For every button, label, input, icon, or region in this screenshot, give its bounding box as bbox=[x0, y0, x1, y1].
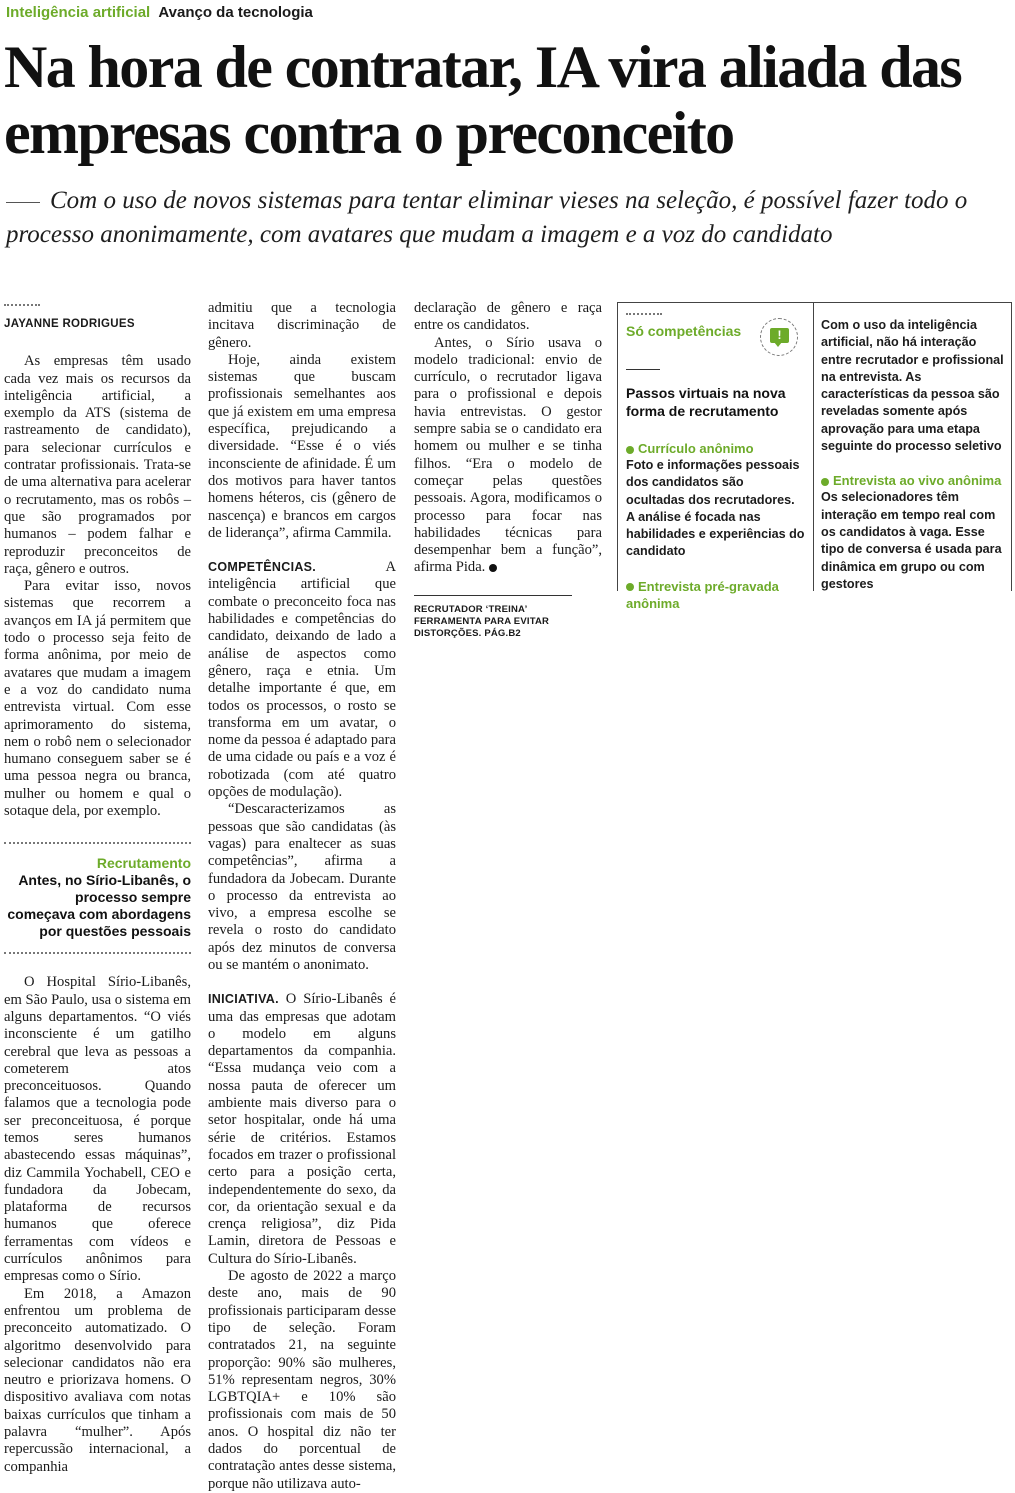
headline: Na hora de contratar, IA vira aliada das empresas contra o preconceito bbox=[4, 34, 962, 166]
paragraph: As empresas têm usado cada vez mais os recursos da inteligência artificial, a exemplo da ATS (sistema de rastreamento de candidato), para selecionar currículos e contratar profissionais. Trata-se de uma alternativa para acelerar o recrutamento, mas os robôs – que são programados por humanos – podem falhar e reproduzir preconceitos de raça, gênero e outros. bbox=[4, 353, 191, 577]
box-item-text: Com o uso da inteligência artificial, não há interação entre recrutador e profissional na entrevista. As características da pessoa são reveladas somente após aprovação para uma etapa seguinte do processo seletivo bbox=[821, 318, 1004, 454]
info-box-right bbox=[815, 303, 1011, 591]
section-kicker bbox=[6, 4, 313, 21]
paragraph-text: Antes, o Sírio usava o modelo tradicional: envio de currículo, o recrutador ligava para o profissional e depois havia entrevistas. O gestor sempre sabia se o candidato era homem ou mulher e se tinha filhos. “Era o modelo de começar pelas questões pessoais. Agora, modificamos o processo para focar nas habilidades técnicas para desempenhar bem a função”, afirma Pida. bbox=[414, 334, 602, 576]
paragraph: declaração de gênero e raça entre os candidatos. bbox=[414, 300, 602, 334]
info-box-left bbox=[618, 303, 814, 611]
bullet-icon bbox=[821, 478, 829, 486]
bullet-icon bbox=[626, 446, 634, 454]
section-lead: COMPETÊNCIAS. bbox=[208, 560, 317, 575]
paragraph: “Descaracterizamos as pessoas que são candidatas (às vagas) para enaltecer as suas competências”, afirma a fundadora da Jobecam. Durante o processo da entrevista ao vivo, a empresa escolhe se revela o rosto do candidato após dez minutos de conversa ou se mantém o anonimato. bbox=[208, 801, 396, 973]
box-item-heading-text: Currículo anônimo bbox=[638, 441, 754, 456]
deck-text: Com o uso de novos sistemas para tentar eliminar vieses na seleção, é possível fazer todo o processo anonimamente, com avatares que mudam a imagem e a voz do candidato bbox=[6, 187, 968, 248]
end-mark-icon bbox=[489, 564, 497, 572]
bullet-icon bbox=[626, 583, 634, 591]
paragraph: Hoje, ainda existem sistemas que buscam profissionais semelhantes aos que já existem em uma empresa específica, prejudicando a diversidade. “Esse é o viés inconsciente de afinidade. É um dos motivos para haver tantos homens héteros, cis (gênero de nascença) e brancos em cargos de liderança”, afirma Cammila. bbox=[208, 351, 396, 541]
box-title: Passos virtuais na nova forma de recrutamento bbox=[626, 385, 786, 419]
section-lead: INICIATIVA. bbox=[208, 992, 279, 1007]
paragraph: O Hospital Sírio-Libanês, em São Paulo, usa o sistema em alguns departamentos. “O viés inconsciente é um gatilho cerebral que leva as pessoas a cometerem atos preconceituosos. Quando falamos que a tecnologia pode ser preconceituosa, é porque temos seres humanos abastecendo essas máquinas”, diz Cammila Yochabell, CEO e fundadora da Jobecam, plataforma de recursos humanos que oferece ferramentas com vídeos e currículos anônimos para empresas como o Sírio. bbox=[4, 974, 191, 1285]
box-item-text: Os selecionadores têm interação em tempo real com os candidatos à vaga. Esse tipo de conversa é usada para dinâmica em grupo ou com gestores bbox=[821, 490, 1002, 591]
pull-quote bbox=[4, 842, 191, 954]
box-item-heading bbox=[821, 472, 1005, 489]
deck bbox=[6, 184, 1006, 252]
alert-icon bbox=[760, 318, 798, 356]
paragraph-text: O Sírio-Libanês é uma das empresas que adotam o modelo em alguns departamentos da companhia. “Essa mudança veio com a nossa pauta de oferecer um ambiente mais diverso para o setor hospitalar, onde há uma série de critérios. Estamos focados em trazer o profissional certo para a posição certa, independentemente do sexo, da cor, da orientação sexual e da crença religiosa”, diz Pida Lamin, diretora de Pessoas e Cultura do Sírio-Libanês. bbox=[208, 991, 396, 1267]
box-divider bbox=[626, 313, 662, 315]
paragraph: Em 2018, a Amazon enfrentou um problema de preconceito automatizado. O algoritmo desenvolvido para selecionar candidatos não era neutro e priorizava homens. O dispositivo avaliava com notas baixas currículos que tinham a palavra “mulher”. Após repercussão internacional, a companhia bbox=[4, 1285, 191, 1475]
box-kicker: Só competências bbox=[626, 323, 742, 339]
pull-quote-kicker: Recrutamento bbox=[96, 855, 191, 872]
pull-quote-text: Antes, no Sírio-Libanês, o processo sempre começava com abordagens por questões pessoais bbox=[7, 872, 191, 940]
paragraph bbox=[208, 991, 396, 1268]
paragraph: Para evitar isso, novos sistemas que recorrem a avanços em IA já permitem que todo o processo seja feito de forma anônima, por meio de avatares que mudam a imagem e a voz do candidato numa entrevista virtual. Com esse aprimoramento do sistema, nem o robô nem o selecionador humano conseguem saber se é uma pessoa negra ou branca, mulher ou homem e qual o sotaque dela, por exemplo. bbox=[4, 578, 191, 820]
page-reference[interactable]: RECRUTADOR ‘TREINA’ FERRAMENTA PARA EVITAR DISTORÇÕES. PÁG.B2 bbox=[414, 595, 572, 640]
byline-divider bbox=[4, 304, 40, 306]
deck-rule bbox=[6, 202, 40, 203]
box-item-heading bbox=[626, 440, 805, 457]
paragraph bbox=[414, 335, 602, 577]
paragraph-text: A inteligência artificial que combate o preconceito foca nas habilidades e competências do candidato, deixando de lado a análise de aspectos como gênero, raça e etnia. Um detalhe importante é que, em todos os processos, o rosto se transforma em um avatar, o nome da pessoa é adaptado para de uma cidade ou país e a voz é robotizada (com até quatro opções de modulação). bbox=[208, 559, 396, 801]
box-item-heading-text: Entrevista ao vivo anônima bbox=[833, 473, 1002, 489]
column-2 bbox=[208, 300, 396, 1493]
alert-bubble-tail bbox=[774, 342, 782, 347]
paragraph: De agosto de 2022 a março deste ano, mais de 90 profissionais participaram desse tipo de seleção. Foram contratados 21, na seguinte proporção: 90% são mulheres, 51% representam negros, 30% LGBTQIA+ e 10% são profissionais com mais de 50 anos. O hospital diz não ter dados do porcentual de contratação antes desse sistema, porque não utilizava auto- bbox=[208, 1268, 396, 1492]
subsection-label: Avanço da tecnologia bbox=[158, 4, 313, 21]
box-item-heading-text: Entrevista pré-gravada anônima bbox=[626, 578, 779, 611]
alert-bubble: ! bbox=[770, 328, 789, 343]
paragraph: admitiu que a tecnologia incitava discriminação de gênero. bbox=[208, 300, 396, 351]
column-1 bbox=[4, 300, 191, 1476]
box-title-rule bbox=[626, 369, 660, 370]
byline: JAYANNE RODRIGUES bbox=[4, 318, 135, 330]
info-box bbox=[617, 302, 1012, 611]
paragraph bbox=[208, 559, 396, 801]
section-label: Inteligência artificial bbox=[6, 4, 151, 21]
column-3 bbox=[414, 300, 602, 640]
box-item-text: Foto e informações pessoais dos candidatos são ocultadas dos recrutadores. A análise é focada nas habilidades e experiências do candidato bbox=[626, 458, 805, 559]
box-item-heading bbox=[626, 578, 805, 612]
